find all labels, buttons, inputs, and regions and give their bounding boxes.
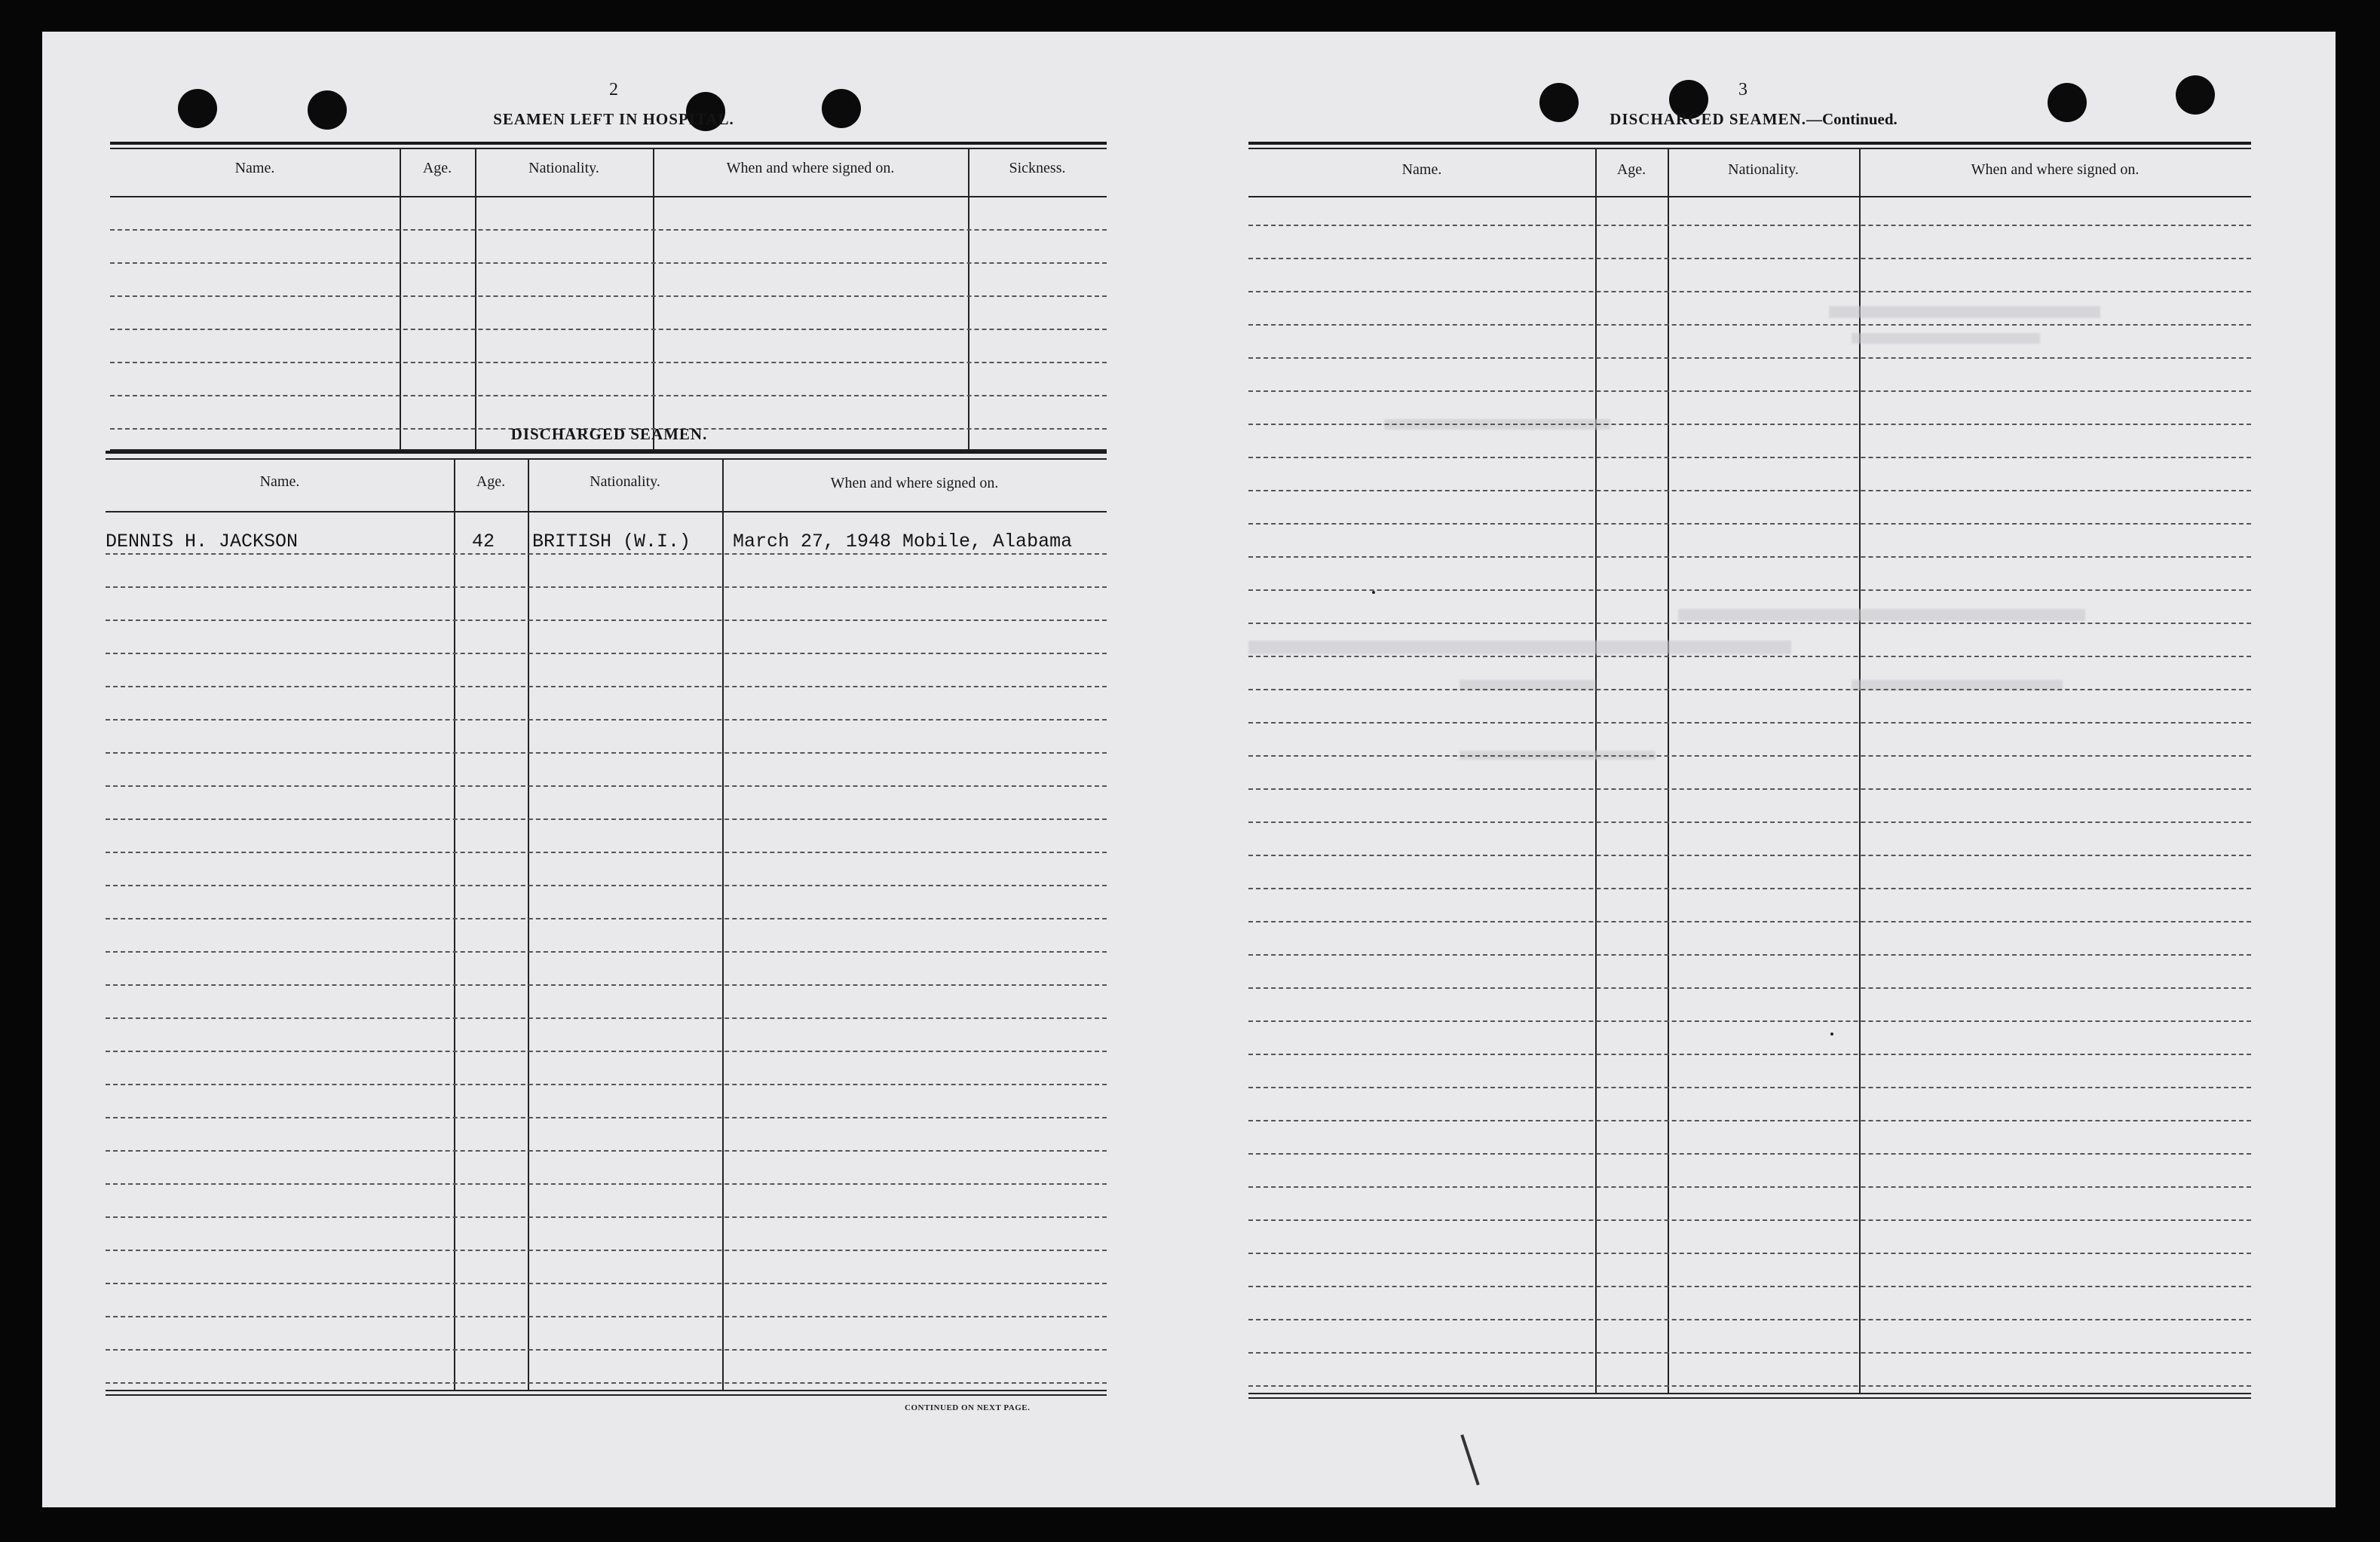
column-divider: [1595, 149, 1597, 1393]
table-bottom-rule: [106, 1394, 1107, 1396]
punch-hole: [178, 89, 217, 128]
column-header-name: Name.: [259, 473, 300, 490]
column-header-name: Name.: [234, 160, 275, 176]
column-divider: [968, 149, 969, 449]
column-divider: [475, 149, 476, 449]
column-header-sickness: Sickness.: [1009, 160, 1066, 176]
bleed-through-mark: [1829, 306, 2100, 318]
column-header-name: Name.: [1401, 161, 1442, 178]
column-header-age: Age.: [1616, 161, 1646, 178]
header-bottom-rule: [106, 511, 1107, 512]
column-header-signed-on: When and where signed on.: [830, 475, 999, 491]
column-divider: [1668, 149, 1669, 1393]
discharged-section-title: DISCHARGED SEAMEN.: [510, 425, 708, 443]
table-bottom-rule: [106, 1390, 1107, 1391]
seaman-signed-on: March 27, 1948 Mobile, Alabama: [733, 531, 1073, 552]
bleed-through-mark: [1678, 609, 2085, 621]
punch-hole: [2176, 75, 2215, 115]
table-top-rule: [1248, 142, 2251, 145]
seaman-name: DENNIS H. JACKSON: [106, 531, 299, 552]
column-header-age: Age.: [476, 473, 506, 490]
punch-hole: [822, 89, 861, 128]
column-divider: [400, 149, 401, 449]
column-header-nationality: Nationality.: [1728, 161, 1799, 178]
table-top-rule: [106, 458, 1107, 460]
page-number: 2: [609, 80, 618, 99]
column-header-age: Age.: [422, 160, 452, 176]
continued-note: CONTINUED ON NEXT PAGE.: [905, 1403, 1031, 1412]
column-divider: [653, 149, 654, 449]
column-header-nationality: Nationality.: [590, 473, 660, 490]
title-text: DISCHARGED SEAMEN.: [1610, 110, 1806, 128]
table-top-rule: [110, 148, 1107, 149]
title-suffix: —Continued.: [1806, 110, 1898, 128]
stray-pen-mark: [1460, 1434, 1479, 1485]
discharged-continued-title: [1610, 110, 1897, 129]
header-bottom-rule: [1248, 196, 2251, 197]
column-header-signed-on: When and where signed on.: [1971, 161, 2140, 178]
table-top-rule: [110, 142, 1107, 145]
bleed-through-mark: [1852, 333, 2040, 344]
punch-hole: [1539, 83, 1579, 122]
header-bottom-rule: [110, 196, 1107, 197]
bleed-through-mark: [1248, 641, 1791, 654]
column-header-nationality: Nationality.: [528, 160, 599, 176]
punch-hole: [308, 90, 347, 130]
table-bottom-rule: [1248, 1397, 2251, 1399]
document-sheet: [42, 32, 2336, 1507]
page-number: 3: [1738, 80, 1747, 99]
table-top-rule: [106, 451, 1107, 454]
seaman-nationality: BRITISH (W.I.): [532, 531, 691, 552]
table-top-rule: [1248, 148, 2251, 149]
punch-hole: [2048, 83, 2087, 122]
table-bottom-rule: [1248, 1393, 2251, 1394]
column-header-signed-on: When and where signed on.: [726, 160, 895, 176]
ink-speck: [1372, 591, 1375, 594]
hospital-section-title: SEAMEN LEFT IN HOSPITAL.: [493, 110, 734, 128]
seaman-age: 42: [472, 531, 495, 552]
ink-speck: [1830, 1033, 1833, 1036]
